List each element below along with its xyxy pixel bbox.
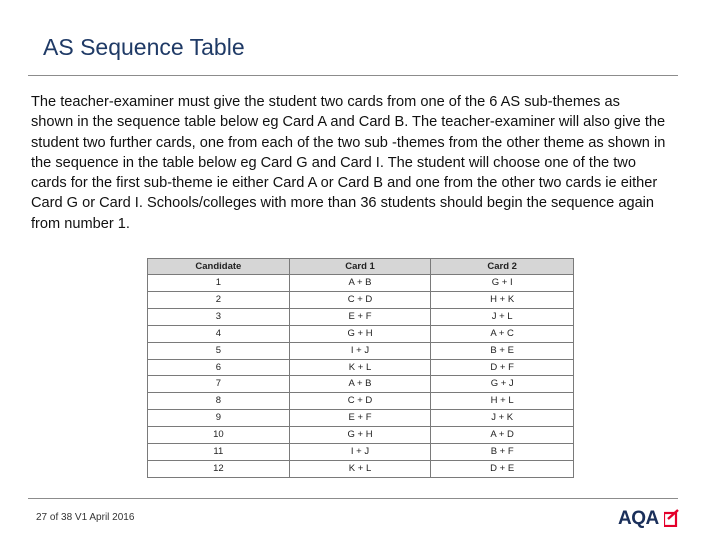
card-1-cell: I + J	[289, 342, 431, 359]
card-1-cell: C + D	[289, 291, 431, 308]
card-2-cell: H + K	[431, 291, 574, 308]
candidate-cell: 3	[148, 308, 290, 325]
card-1-cell: E + F	[289, 410, 431, 427]
header-candidate: Candidate	[148, 259, 290, 275]
candidate-cell: 5	[148, 342, 290, 359]
card-1-cell: K + L	[289, 359, 431, 376]
candidate-cell: 10	[148, 427, 290, 444]
card-1-cell: G + H	[289, 325, 431, 342]
card-1-cell: G + H	[289, 427, 431, 444]
card-1-cell: E + F	[289, 308, 431, 325]
table-row	[148, 460, 574, 477]
table-row	[148, 342, 574, 359]
table-row	[148, 393, 574, 410]
card-2-cell: G + J	[431, 376, 574, 393]
table-row	[148, 325, 574, 342]
table-row	[148, 308, 574, 325]
card-2-cell: A + C	[431, 325, 574, 342]
card-1-cell: I + J	[289, 444, 431, 461]
header-card-1: Card 1	[289, 259, 431, 275]
logo-mark-icon	[664, 509, 679, 527]
aqa-logo	[618, 508, 680, 530]
card-2-cell: G + I	[431, 275, 574, 292]
table-row	[148, 427, 574, 444]
footer-divider	[28, 498, 678, 499]
candidate-cell: 6	[148, 359, 290, 376]
candidate-cell: 8	[148, 393, 290, 410]
table-row	[148, 359, 574, 376]
title-divider	[28, 75, 678, 76]
footer-page-info: 27 of 38 V1 April 2016	[36, 512, 135, 523]
card-1-cell: A + B	[289, 275, 431, 292]
candidate-cell: 11	[148, 444, 290, 461]
card-2-cell: B + F	[431, 444, 574, 461]
card-1-cell: C + D	[289, 393, 431, 410]
instructions-paragraph: The teacher-examiner must give the student two cards from one of the 6 AS sub-themes as shown in the sequence table below eg Card A and Card B. The teacher-examiner will also give the student two further cards, one from each of the two sub -themes from the other theme as shown in the sequence in the table below eg Card G and Card I. The student will choose one of the two cards for the first sub-theme ie either Card A or Card B and one from the other two cards ie either Card G or Card I. Schools/colleges with more than 36 students should begin the sequence again from number 1.	[31, 94, 666, 232]
candidate-cell: 7	[148, 376, 290, 393]
candidate-cell: 2	[148, 291, 290, 308]
table-row	[148, 291, 574, 308]
header-card-2: Card 2	[431, 259, 574, 275]
card-2-cell: A + D	[431, 427, 574, 444]
table-row	[148, 376, 574, 393]
candidate-cell: 1	[148, 275, 290, 292]
table-row	[148, 444, 574, 461]
card-2-cell: J + K	[431, 410, 574, 427]
card-1-cell: K + L	[289, 460, 431, 477]
table-row	[148, 275, 574, 292]
card-1-cell: A + B	[289, 376, 431, 393]
candidate-cell: 4	[148, 325, 290, 342]
candidate-cell: 9	[148, 410, 290, 427]
slide-title: AS Sequence Table	[43, 34, 245, 60]
table-row	[148, 410, 574, 427]
sequence-table	[147, 258, 574, 478]
logo-wordmark: AQA	[618, 508, 659, 529]
card-2-cell: D + E	[431, 460, 574, 477]
table-header-row	[148, 259, 574, 275]
card-2-cell: J + L	[431, 308, 574, 325]
card-2-cell: D + F	[431, 359, 574, 376]
card-2-cell: H + L	[431, 393, 574, 410]
card-2-cell: B + E	[431, 342, 574, 359]
candidate-cell: 12	[148, 460, 290, 477]
